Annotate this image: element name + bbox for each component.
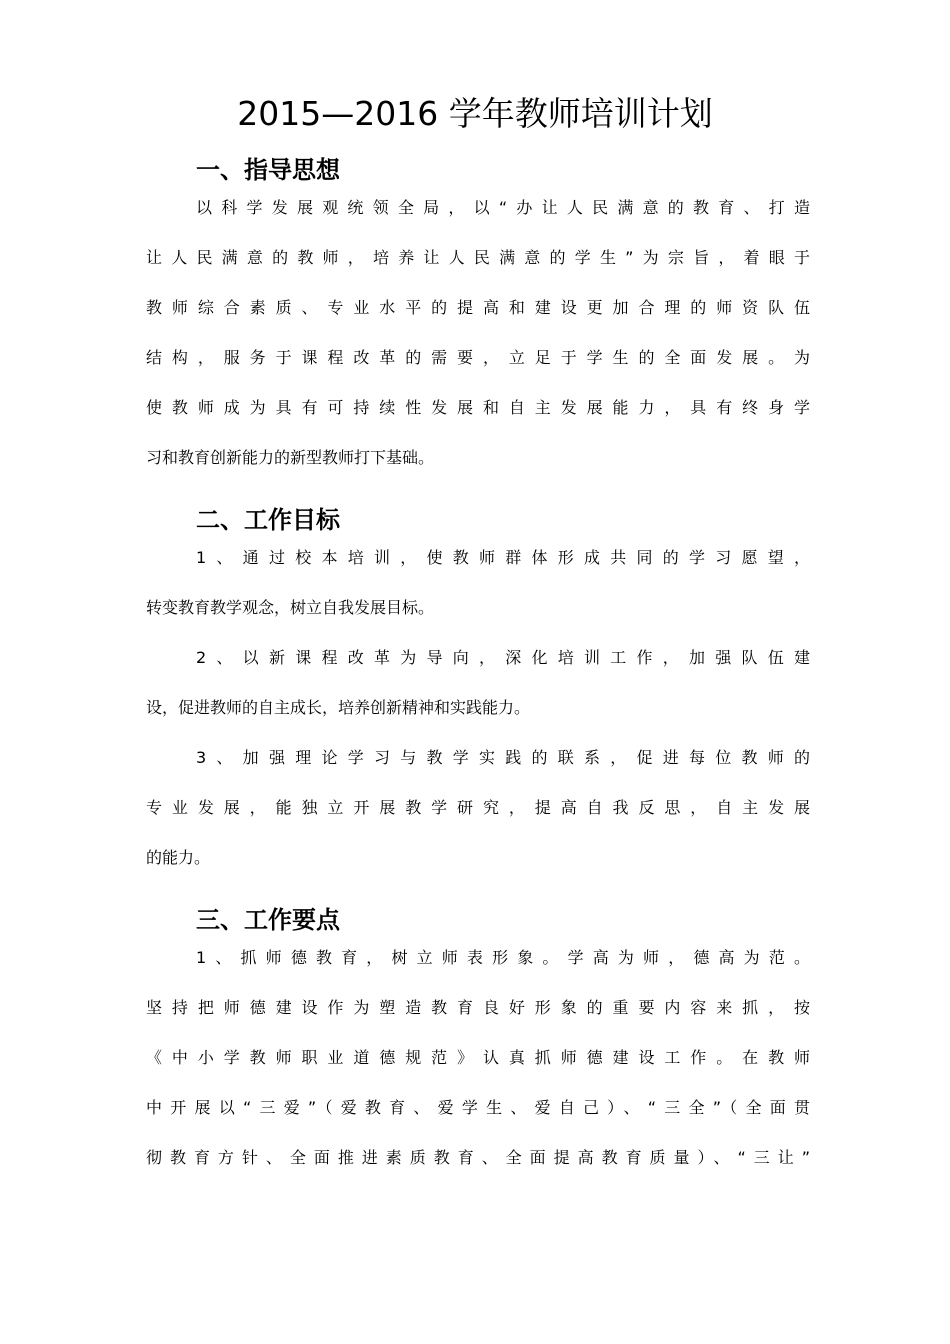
text-line: 彻教育方针、全面推进素质教育、全面提高教育质量）、“三让”: [146, 1148, 810, 1167]
text-line: 结构，服务于课程改革的需要，立足于学生的全面发展。为: [146, 348, 810, 367]
text-line: 转变教育教学观念，树立自我发展目标。: [146, 598, 435, 617]
paragraph: [146, 745, 810, 895]
text-line: 的能力。: [146, 848, 211, 867]
text-line: 以科学发展观统领全局，以“办让人民满意的教育、打造: [196, 198, 810, 217]
text-line: 设，促进教师的自主成长，培养创新精神和实践能力。: [146, 698, 531, 717]
text-line: 1、抓师德教育，树立师表形象。学高为师，德高为范。: [196, 948, 810, 967]
text-line: 使教师成为具有可持续性发展和自主发展能力，具有终身学: [146, 398, 810, 417]
text-line: 坚持把师德建设作为塑造教育良好形象的重要内容来抓，按: [146, 998, 810, 1017]
paragraph: [146, 945, 810, 1195]
text-line: 1、通过校本培训，使教师群体形成共同的学习愿望，: [196, 548, 810, 567]
text-line: 中开展以“三爱”（爱教育、爱学生、爱自己）、“三全”（全面贯: [146, 1098, 810, 1117]
text-line: 《中小学教师职业道德规范》认真抓师德建设工作。在教师: [146, 1048, 810, 1067]
paragraph: [146, 645, 810, 745]
text-line: 让人民满意的教师，培养让人民满意的学生”为宗旨，着眼于: [146, 248, 810, 267]
section-heading: 二、工作目标: [196, 506, 340, 534]
text-line: 习和教育创新能力的新型教师打下基础。: [146, 448, 435, 467]
document-body: [146, 145, 810, 1195]
section-work-priorities: [146, 895, 810, 1195]
document-title: 2015—2016 学年教师培训计划: [237, 94, 713, 133]
text-line: 专业发展，能独立开展教学研究，提高自我反思，自主发展: [146, 798, 810, 817]
paragraph: [146, 195, 810, 495]
text-line: 2、以新课程改革为导向，深化培训工作，加强队伍建: [196, 648, 810, 667]
paragraph: [146, 545, 810, 645]
text-line: 3、加强理论学习与教学实践的联系，促进每位教师的: [196, 748, 810, 767]
section-heading: 一、指导思想: [196, 156, 340, 184]
section-work-goals: [146, 495, 810, 895]
section-heading: 三、工作要点: [196, 906, 340, 934]
text-line: 教师综合素质、专业水平的提高和建设更加合理的师资队伍: [146, 298, 810, 317]
section-guiding-ideology: [146, 145, 810, 495]
